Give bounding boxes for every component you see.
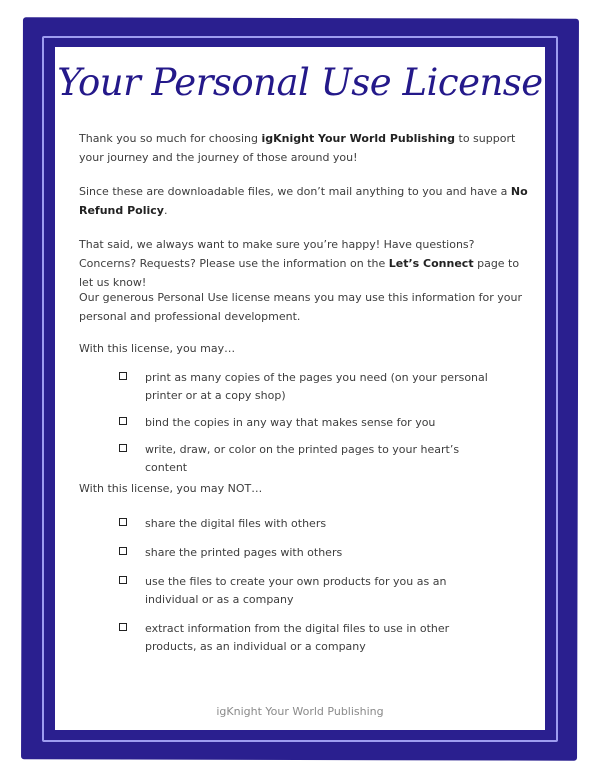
may-not-list	[119, 515, 499, 667]
footer-publisher: igKnight Your World Publishing	[216, 705, 384, 718]
refund-policy-paragraph: Since these are downloadable files, we don’t mail anything to you and have a No Refund Policy.	[79, 185, 528, 217]
checkbox-icon	[119, 518, 127, 526]
license-scope-paragraph: Our generous Personal Use license means you may use this information for your personal and professional development.	[79, 291, 523, 323]
checkbox-icon	[119, 547, 127, 555]
list-item: share the digital files with others	[119, 515, 499, 533]
list-item: extract information from the digital files to use in other products, as an individual or a company	[119, 620, 499, 656]
thank-you-paragraph: Thank you so much for choosing igKnight Your World Publishing to support your journey and the journey of those around you!	[79, 132, 516, 164]
license-page	[55, 47, 545, 730]
checkbox-icon	[119, 444, 127, 452]
checkbox-icon	[119, 576, 127, 584]
may-not-heading: With this license, you may NOT…	[79, 482, 263, 495]
may-heading: With this license, you may…	[79, 342, 236, 355]
checkbox-icon	[119, 623, 127, 631]
list-item: write, draw, or color on the printed pages to your heart’s content	[119, 441, 499, 477]
checkbox-icon	[119, 417, 127, 425]
list-item: print as many copies of the pages you need (on your personal printer or at a copy shop)	[119, 369, 499, 405]
publisher-name: igKnight Your World Publishing	[261, 132, 456, 145]
list-item: share the printed pages with others	[119, 544, 499, 562]
lets-connect-reference: Let’s Connect	[388, 257, 474, 270]
may-list	[119, 369, 499, 486]
checkbox-icon	[119, 372, 127, 380]
list-item: bind the copies in any way that makes sense for you	[119, 414, 499, 432]
no-refund-policy: No Refund Policy	[79, 185, 528, 217]
contact-paragraph: That said, we always want to make sure you’re happy! Have questions? Concerns? Requests? Please use the information on the Let’s Connect page to let us know!	[79, 238, 520, 289]
list-item: use the files to create your own products for you as an individual or as a company	[119, 573, 499, 609]
page-title: Your Personal Use License	[57, 61, 543, 104]
